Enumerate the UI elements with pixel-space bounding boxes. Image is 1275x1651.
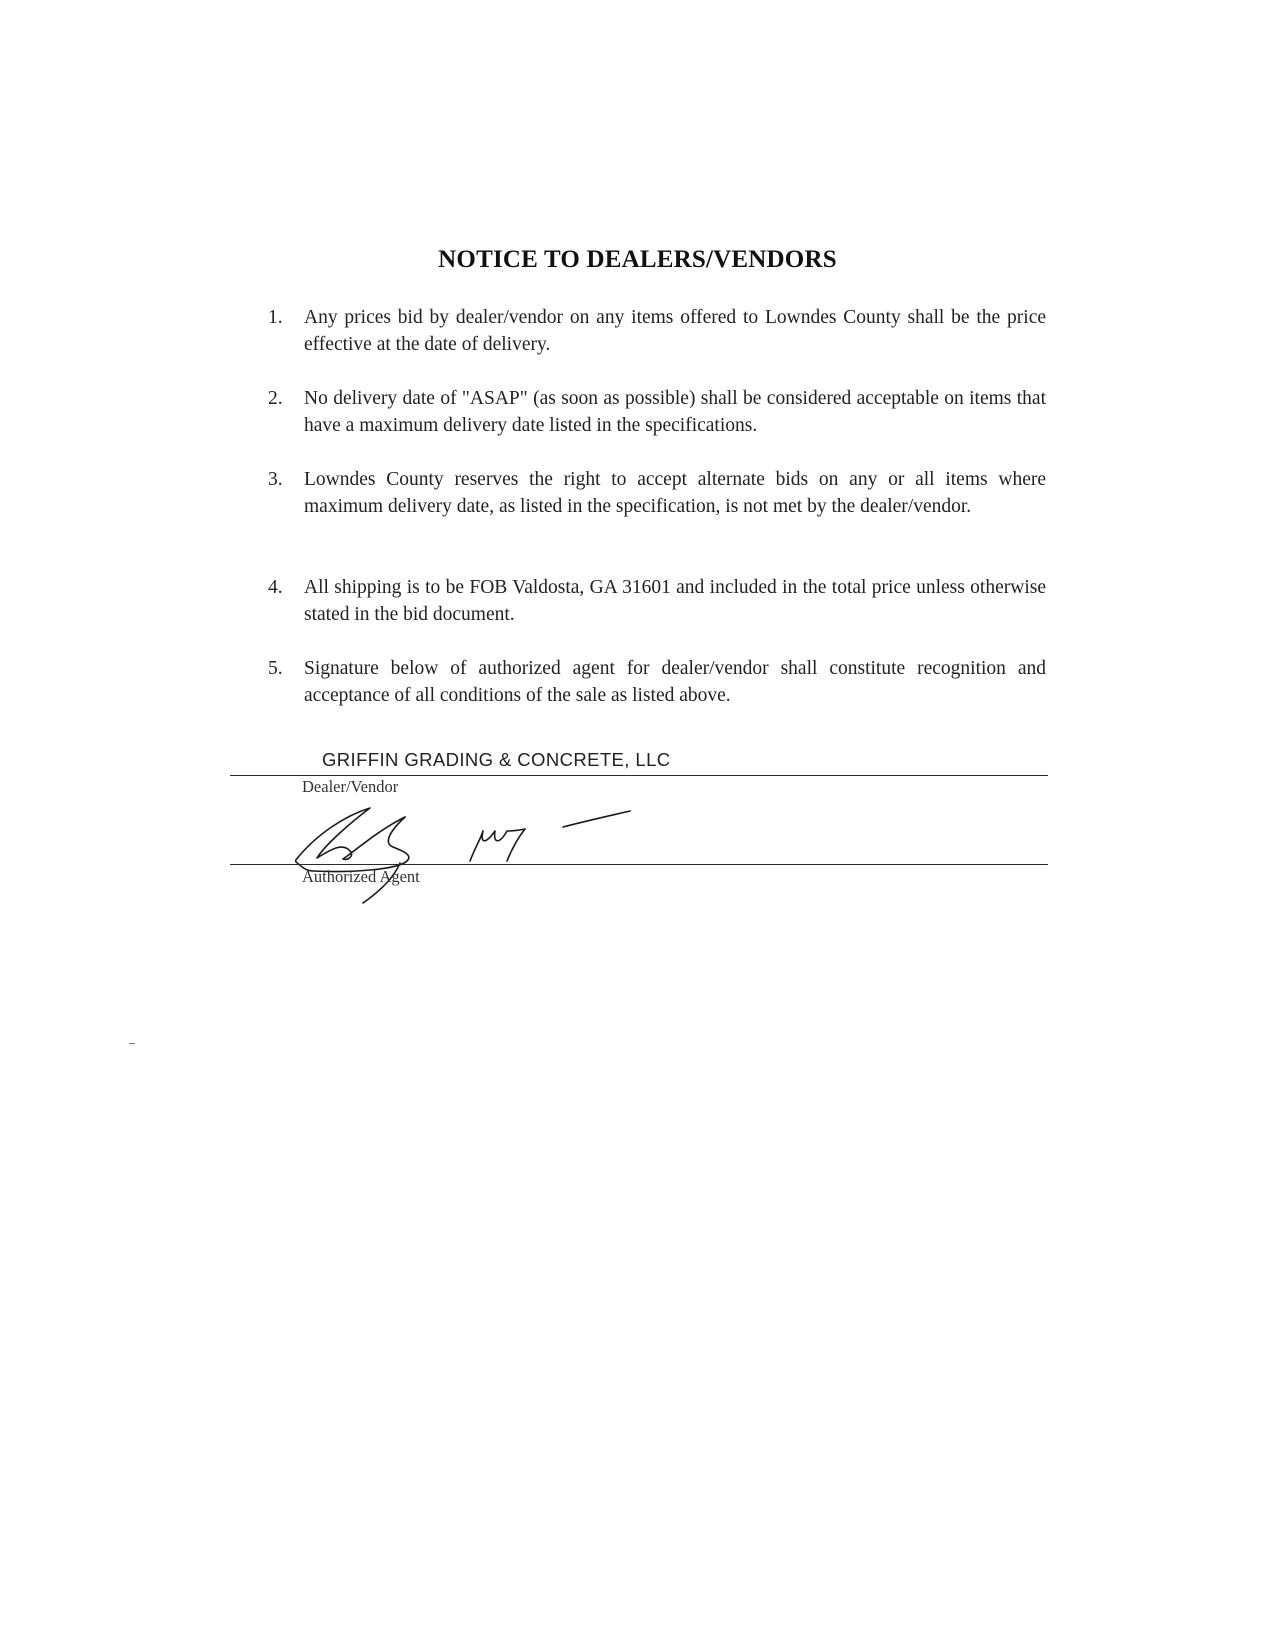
list-item-text: Signature below of authorized agent for dealer/vendor shall constitute recognition and acceptance of all conditions of the sale as listed above. <box>304 658 1046 706</box>
list-item <box>268 467 1046 520</box>
list-item-text: Any prices bid by dealer/vendor on any items offered to Lowndes County shall be the price effective at the date of delivery. <box>304 307 1046 355</box>
authorized-agent-label: Authorized Agent <box>302 867 420 886</box>
list-item-number: 2. <box>268 388 283 409</box>
list-item <box>268 575 1046 628</box>
list-item-text: All shipping is to be FOB Valdosta, GA 31601 and included in the total price unless otherwise stated in the bid document. <box>304 577 1046 625</box>
list-item-text: Lowndes County reserves the right to accept alternate bids on any or all items where maximum delivery date, as listed in the specification, is not met by the dealer/vendor. <box>304 469 1046 517</box>
list-item <box>268 386 1046 439</box>
handwritten-signature <box>295 803 675 918</box>
authorized-agent-line <box>230 864 1048 865</box>
list-item-number: 4. <box>268 577 283 598</box>
list-item-text: No delivery date of "ASAP" (as soon as possible) shall be considered acceptable on items that have a maximum delivery date listed in the specifications. <box>304 388 1046 436</box>
dealer-vendor-label: Dealer/Vendor <box>302 777 399 796</box>
scan-speck <box>129 1043 135 1044</box>
list-item-number: 5. <box>268 658 283 679</box>
dealer-vendor-value: GRIFFIN GRADING & CONCRETE, LLC <box>322 749 671 770</box>
list-item-number: 1. <box>268 307 283 328</box>
signature-strokes <box>295 808 630 903</box>
document-title: NOTICE TO DEALERS/VENDORS <box>438 246 837 273</box>
dealer-vendor-line <box>230 775 1048 776</box>
list-item <box>268 656 1046 709</box>
list-item <box>268 305 1046 358</box>
list-item-number: 3. <box>268 469 283 490</box>
